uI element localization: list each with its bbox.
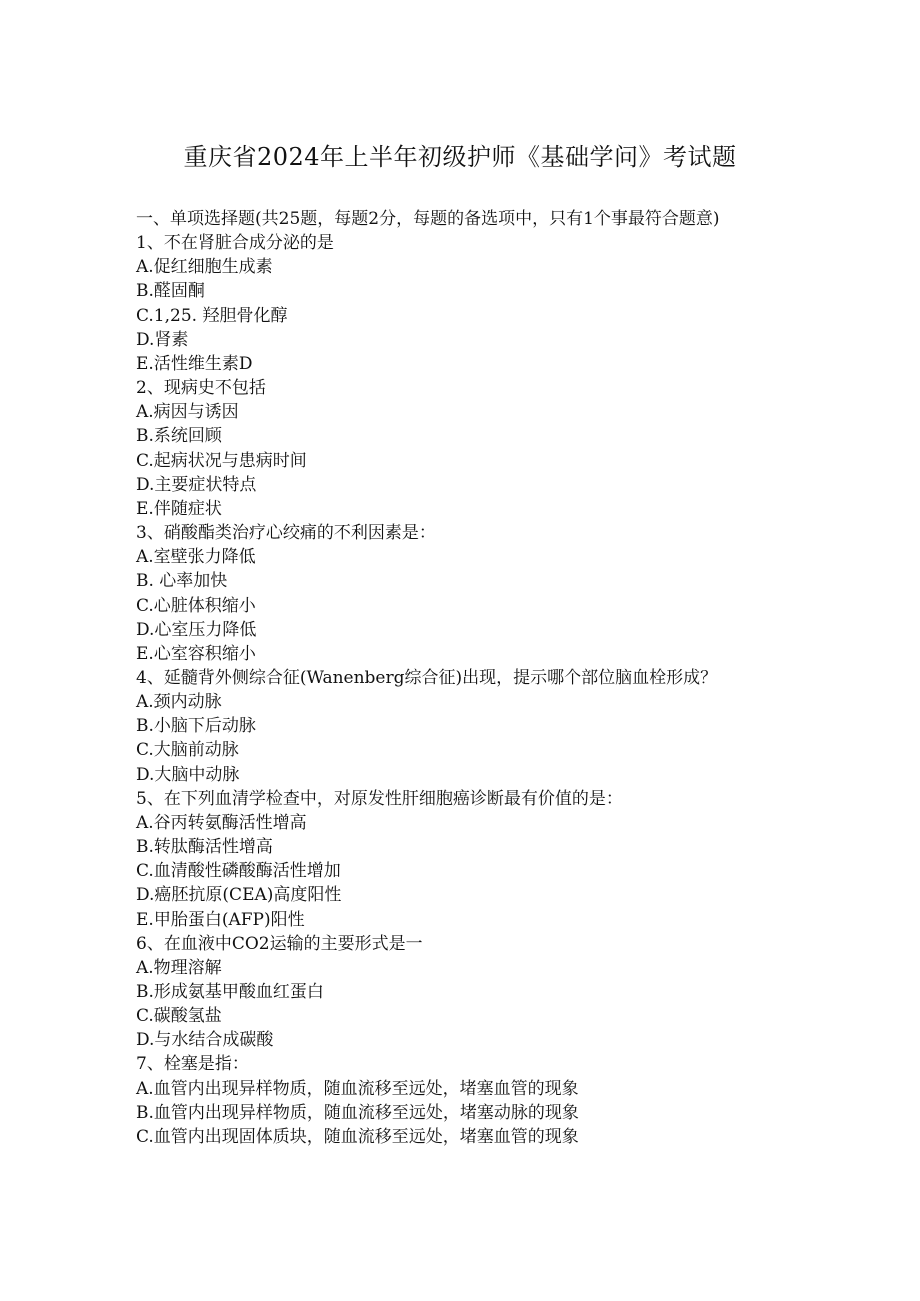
option-a: A.血管内出现异样物质，随血流移至远处，堵塞血管的现象 — [136, 1078, 579, 1099]
option-a: A.颈内动脉 — [136, 692, 222, 713]
option-c: C.1,25. 羟胆骨化醇 — [136, 305, 288, 326]
option-c: C.血管内出现固体质块，随血流移至远处，堵塞血管的现象 — [136, 1126, 579, 1147]
option-c: C.碳酸氢盐 — [136, 1006, 222, 1027]
option-b: B.形成氨基甲酸血红蛋白 — [136, 982, 324, 1002]
option-d: D.癌胚抗原(CEA)高度阳性 — [136, 885, 342, 906]
option-b: B.转肽酶活性增高 — [136, 837, 273, 858]
option-c: C.起病状况与患病时间 — [136, 450, 307, 471]
option-e: E.甲胎蛋白(AFP)阳性 — [136, 909, 305, 930]
option-d: D.大脑中动脉 — [136, 764, 240, 785]
question-stem: 6、在血液中CO2运输的主要形式是一 — [136, 933, 423, 954]
option-b: B.系统回顾 — [136, 426, 222, 447]
option-d: D.心室压力降低 — [136, 619, 257, 640]
option-b: B.醛固酮 — [136, 281, 205, 302]
option-c: C.大脑前动脉 — [136, 740, 239, 761]
option-d: D.肾素 — [136, 329, 189, 350]
option-b: B. 心率加快 — [136, 571, 228, 592]
document-title: 重庆省2024年上半年初级护师《基础学问》考试题 — [183, 143, 737, 171]
option-e: E.活性维生素D — [136, 353, 253, 374]
question-stem: 5、在下列血清学检查中，对原发性肝细胞癌诊断最有价值的是： — [136, 788, 623, 809]
question-3 — [136, 521, 786, 666]
question-stem: 7、栓塞是指： — [136, 1054, 249, 1075]
question-stem: 2、现病史不包括 — [136, 378, 266, 399]
option-b: B.血管内出现异样物质，随血流移至远处，堵塞动脉的现象 — [136, 1102, 579, 1123]
option-c: C.血清酸性磷酸酶活性增加 — [136, 861, 341, 882]
option-b: B.小脑下后动脉 — [136, 716, 256, 737]
option-a: A.物理溶解 — [136, 957, 222, 978]
option-a: A.室壁张力降低 — [136, 547, 256, 568]
question-6 — [136, 932, 786, 1053]
option-d: D.主要症状特点 — [136, 474, 257, 495]
question-1 — [136, 231, 786, 376]
option-e: E.伴随症状 — [136, 498, 222, 519]
question-4 — [136, 666, 786, 787]
question-stem: 4、延髓背外侧综合征(Wanenberg综合征)出现，提示哪个部位脑血栓形成？ — [136, 667, 718, 688]
question-stem: 3、硝酸酯类治疗心绞痛的不利因素是： — [136, 523, 436, 544]
question-2 — [136, 376, 786, 521]
option-e: E.心室容积缩小 — [136, 643, 256, 664]
question-stem: 1、不在肾脏合成分泌的是 — [136, 233, 334, 254]
question-7 — [136, 1052, 786, 1149]
option-a: A.谷丙转氨酶活性增高 — [136, 812, 307, 833]
option-a: A.促红细胞生成素 — [136, 257, 273, 278]
question-5 — [136, 787, 786, 932]
option-a: A.病因与诱因 — [136, 402, 239, 423]
option-c: C.心脏体积缩小 — [136, 595, 256, 616]
section-heading: 一、单项选择题(共25题，每题2分，每题的备选项中，只有1个事最符合题意) — [136, 209, 720, 229]
option-d: D.与水结合成碳酸 — [136, 1030, 274, 1051]
document-body — [136, 207, 786, 1149]
